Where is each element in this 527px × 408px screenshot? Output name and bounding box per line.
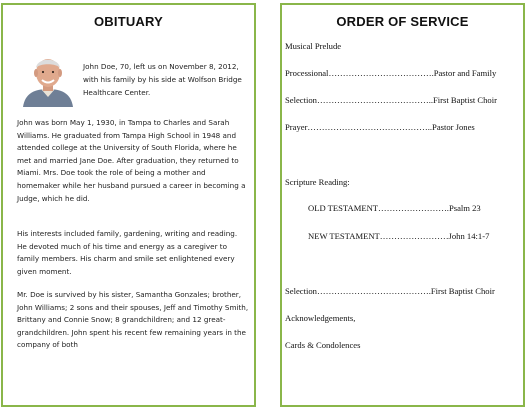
service-item: Prayer……………………………………..Pastor Jones (285, 122, 475, 132)
portrait-photo (17, 51, 79, 107)
service-item: Cards & Condolences (285, 340, 361, 350)
service-title: ORDER OF SERVICE (336, 14, 469, 29)
service-item: Selection…………………………………..First Baptist Choir (285, 95, 497, 105)
service-item: Acknowledgements, (285, 313, 356, 323)
service-item: Selection………………………………….First Baptist Choir (285, 286, 495, 296)
obituary-paragraph: His interests included family, gardening, writing and reading. He devoted much of his time and energy as a caregiver to family members. His charm and smile set enlightened every given moment. (17, 229, 238, 276)
service-item: Scripture Reading: (285, 177, 350, 187)
order-of-service-panel (280, 3, 525, 407)
obituary-paragraph: Mr. Doe is survived by his sister, Samantha Gonzales; brother, John Williams; 2 sons and their spouses, Jeff and Timothy Smith, Brittany and Connie Snow; 8 grandchildren; and 12 great-grandchildren. John spent his recent few remaining years in the company of both (17, 290, 249, 350)
obituary-panel (1, 3, 256, 407)
service-item: Musical Prelude (285, 41, 342, 51)
service-item: Processional……………………………….Pastor and Family (285, 68, 497, 78)
obituary-intro: John Doe, 70, left us on November 8, 2012, with his family by his side at Wolfson Bridge Healthcare Center. (83, 62, 242, 97)
service-item: NEW TESTAMENT……………………John 14:1-7 (308, 231, 490, 241)
service-item: OLD TESTAMENT…………………….Psalm 23 (308, 203, 481, 213)
obituary-paragraph: John was born May 1, 1930, in Tampa to Charles and Sarah Williams. He graduated from Tampa High School in 1948 and attended college at the University of South Florida, where he met and married Jane Doe. After graduation, they returned to Miami. Mrs. Doe took the role of being a mother and homemaker while her husband pursued a career in becoming a Judge, which he did. (17, 118, 246, 203)
obituary-title: OBITUARY (93, 14, 163, 29)
